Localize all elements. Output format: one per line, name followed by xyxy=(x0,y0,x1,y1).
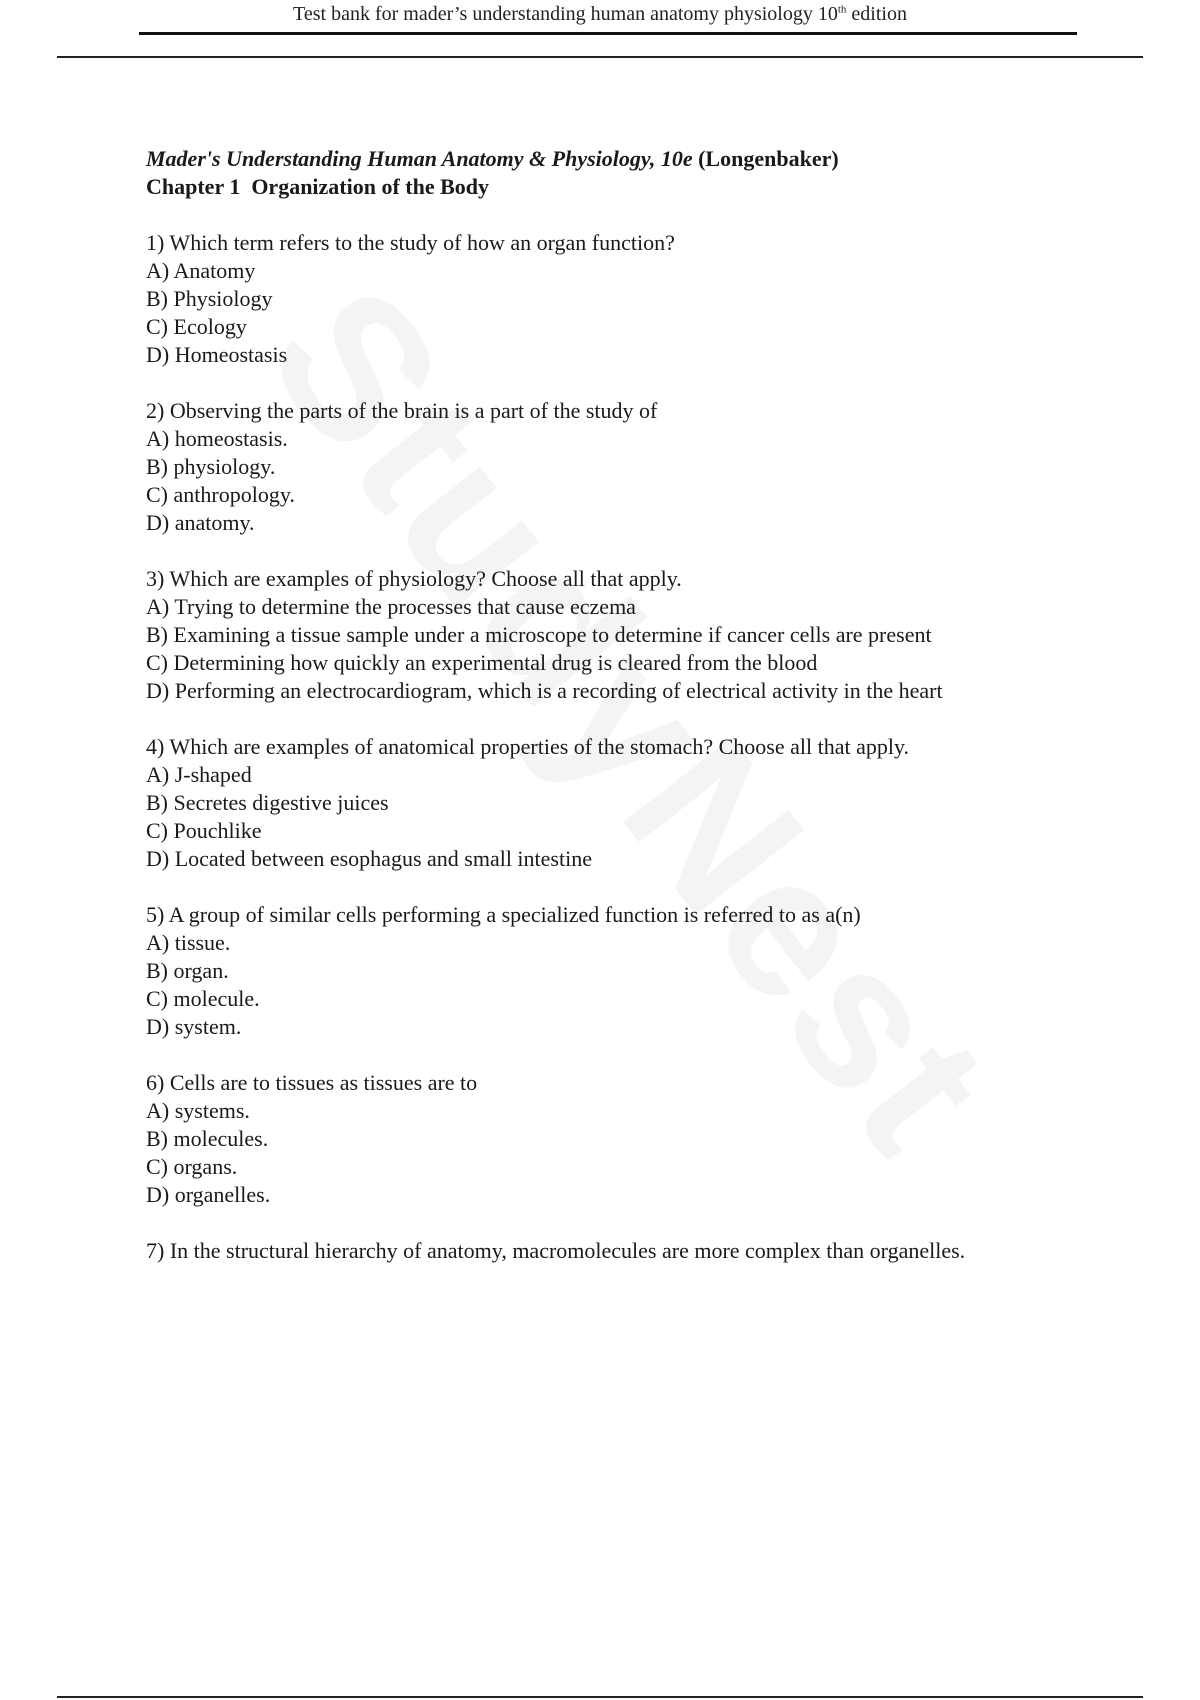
question-5 xyxy=(146,901,1096,1041)
document-body xyxy=(146,145,1096,1293)
question-text: 5) A group of similar cells performing a specialized function is referred to as a(n) xyxy=(146,902,861,927)
question-text: 4) Which are examples of anatomical properties of the stomach? Choose all that apply. xyxy=(146,734,910,759)
book-author: (Longenbaker) xyxy=(692,146,839,171)
question-text: 1) Which term refers to the study of how an organ function? xyxy=(146,230,675,255)
answer-option: D) system. xyxy=(146,1014,242,1039)
answer-option: A) J-shaped xyxy=(146,762,252,787)
answer-option: C) molecule. xyxy=(146,986,260,1011)
answer-option: C) anthropology. xyxy=(146,482,295,507)
answer-option: C) Pouchlike xyxy=(146,818,262,843)
header-superscript: th xyxy=(837,3,847,16)
answer-option: D) Performing an electrocardiogram, which is a recording of electrical activity in the heart xyxy=(146,678,943,703)
answer-option: B) physiology. xyxy=(146,454,276,479)
question-text: 3) Which are examples of physiology? Choose all that apply. xyxy=(146,566,682,591)
page-header xyxy=(0,2,1200,26)
question-7 xyxy=(146,1237,1096,1265)
answer-option: B) organ. xyxy=(146,958,229,983)
answer-option: A) Anatomy xyxy=(146,258,256,283)
question-3 xyxy=(146,565,1096,705)
question-1 xyxy=(146,229,1096,369)
header-rule-thin xyxy=(57,56,1143,58)
book-title xyxy=(146,145,1096,173)
answer-option: B) Physiology xyxy=(146,286,273,311)
answer-option: B) Examining a tissue sample under a microscope to determine if cancer cells are present xyxy=(146,622,932,647)
question-text: 2) Observing the parts of the brain is a part of the study of xyxy=(146,398,658,423)
answer-option: D) Homeostasis xyxy=(146,342,288,367)
answer-option: D) anatomy. xyxy=(146,510,255,535)
question-6 xyxy=(146,1069,1096,1209)
answer-option: A) tissue. xyxy=(146,930,231,955)
header-rule-thick xyxy=(139,32,1077,35)
answer-option: A) systems. xyxy=(146,1098,250,1123)
header-text: Test bank for mader’s understanding human anatomy physiology 10 xyxy=(293,3,838,25)
question-2 xyxy=(146,397,1096,537)
chapter-title: Chapter 1 Organization of the Body xyxy=(146,174,490,199)
answer-option: A) homeostasis. xyxy=(146,426,288,451)
answer-option: C) Ecology xyxy=(146,314,247,339)
answer-option: D) organelles. xyxy=(146,1182,271,1207)
question-text: 6) Cells are to tissues as tissues are to xyxy=(146,1070,478,1095)
answer-option: D) Located between esophagus and small intestine xyxy=(146,846,592,871)
header-text-end: edition xyxy=(846,3,907,25)
book-title-italic: Mader's Understanding Human Anatomy & Physiology, 10e xyxy=(146,146,693,171)
answer-option: A) Trying to determine the processes that cause eczema xyxy=(146,594,636,619)
answer-option: C) organs. xyxy=(146,1154,238,1179)
answer-option: B) molecules. xyxy=(146,1126,269,1151)
answer-option: C) Determining how quickly an experimental drug is cleared from the blood xyxy=(146,650,818,675)
question-4 xyxy=(146,733,1096,873)
question-text: 7) In the structural hierarchy of anatomy, macromolecules are more complex than organelles. xyxy=(146,1238,966,1263)
footer-rule xyxy=(57,1696,1143,1698)
answer-option: B) Secretes digestive juices xyxy=(146,790,389,815)
